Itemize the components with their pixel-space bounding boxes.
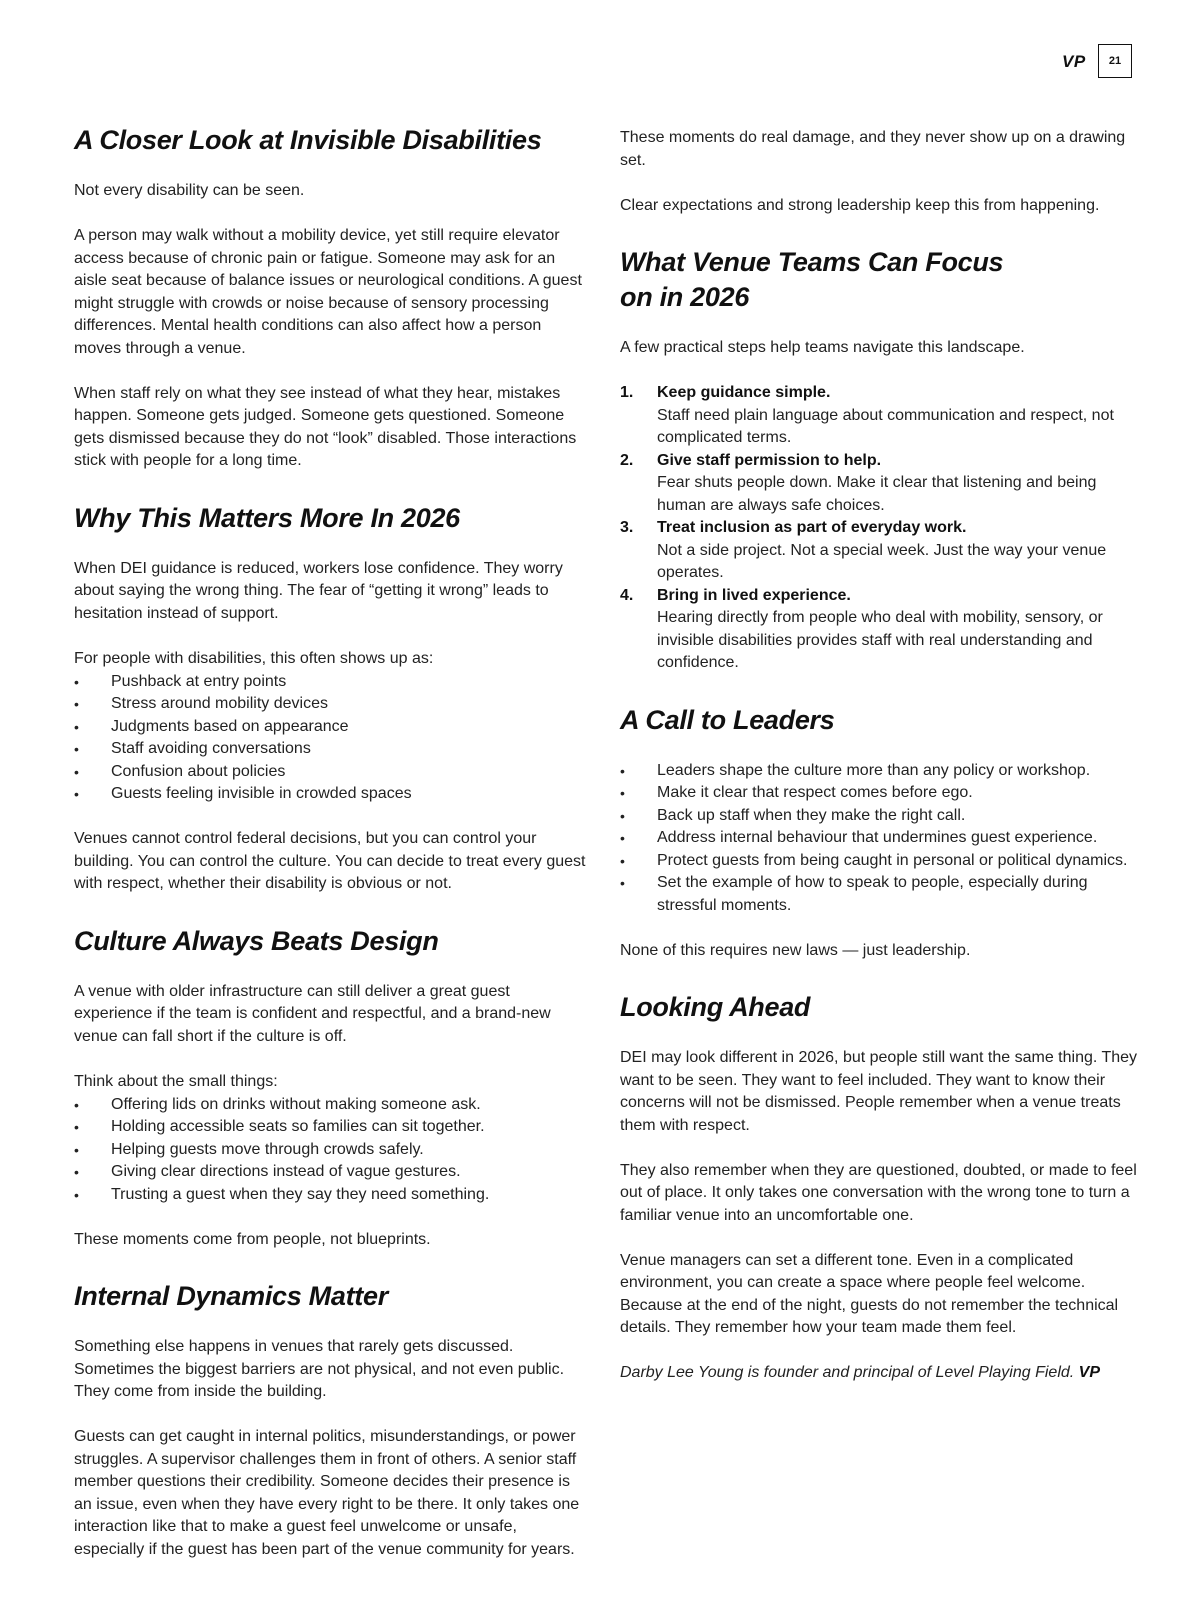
paragraph: When staff rely on what they see instead of what they hear, mistakes happen. Someone gets judged. Someone gets questioned. Someone gets dismissed because they do not “look” disabled. Those interactions stick with people for a long time. xyxy=(74,384,577,469)
paragraph: A person may walk without a mobility device, yet still require elevator access because of chronic pain or fatigue. Someone may ask for an aisle seat because of balance issues or neurological conditions. A guest might struggle with crowds or noise because of sensory processing differences. Mental health conditions can also affect how a person moves through a venue. xyxy=(74,227,582,357)
numbered-list xyxy=(620,382,1140,675)
list-item: • Back up staff when they make the right call. xyxy=(620,805,1140,828)
bullet-list xyxy=(74,1094,589,1207)
paragraph: A few practical steps help teams navigate this landscape. xyxy=(620,339,1025,356)
list-item: • Set the example of how to speak to people, especially during stressful moments. xyxy=(620,872,1140,917)
paragraph: When DEI guidance is reduced, workers lose confidence. They worry about saying the wrong thing. The fear of “getting it wrong” leads to hesitation instead of support. xyxy=(74,559,563,622)
list-item: • Stress around mobility devices xyxy=(74,693,589,716)
step-number: 3. xyxy=(620,519,634,536)
paragraph: DEI may look different in 2026, but people still want the same thing. They want to be seen. They want to feel included. They want to know their concerns will not be dismissed. People remember when a venue treats them with respect. xyxy=(620,1049,1138,1134)
list-item: • Guests feeling invisible in crowded spaces xyxy=(74,783,589,806)
bullet-list xyxy=(620,760,1140,918)
author-byline xyxy=(620,1362,1140,1385)
step-number: 1. xyxy=(620,384,634,401)
paragraph: These moments do real damage, and they never show up on a drawing set. xyxy=(620,129,1126,169)
step-number: 4. xyxy=(620,586,634,604)
paragraph: Not every disability can be seen. xyxy=(74,182,305,199)
list-item: • Giving clear directions instead of vague gestures. xyxy=(74,1161,589,1184)
step-title: Keep guidance simple. xyxy=(657,384,831,401)
list-item xyxy=(620,450,1140,518)
paragraph: Venue managers can set a different tone. Even in a complicated environment, you can create a space where people feel welcome. Because at the end of the night, guests do not remember the technical details. They remember how your team made them feel. xyxy=(620,1251,1119,1336)
page-number: 21 xyxy=(1098,44,1132,78)
paragraph: Something else happens in venues that rarely gets discussed. Sometimes the biggest barriers are not physical, and not even public. They come from inside the building. xyxy=(74,1338,565,1400)
paragraph: Venues cannot control federal decisions, but you can control your building. You can control the culture. You can decide to treat every guest with respect, whether their disability is obvious or not. xyxy=(74,830,586,892)
right-column xyxy=(620,127,1140,1407)
list-item: • Make it clear that respect comes before ego. xyxy=(620,782,1140,805)
paragraph: A venue with older infrastructure can still deliver a great guest experience if the team is confident and respectful, and a brand-new venue can fall short if the culture is off. xyxy=(74,982,551,1045)
paragraph: For people with disabilities, this often shows up as: xyxy=(74,649,434,667)
heading-call-to-leaders: A Call to Leaders xyxy=(620,704,835,735)
list-item: • Offering lids on drinks without making someone ask. xyxy=(74,1094,589,1117)
list-item: • Judgments based on appearance xyxy=(74,716,589,739)
heading-why-matters: Why This Matters More In 2026 xyxy=(74,502,460,533)
paragraph: Clear expectations and strong leadership keep this from happening. xyxy=(620,196,1100,214)
list-item: • Protect guests from being caught in personal or political dynamics. xyxy=(620,850,1140,873)
magazine-logo: VP xyxy=(1062,52,1086,71)
byline-text: Darby Lee Young is founder and principal of Level Playing Field. xyxy=(620,1364,1075,1381)
bullet-list xyxy=(74,671,589,806)
list-item: • Holding accessible seats so families can sit together. xyxy=(74,1116,589,1139)
heading-looking-ahead: Looking Ahead xyxy=(620,992,811,1022)
list-item: • Leaders shape the culture more than any policy or workshop. xyxy=(620,760,1140,783)
heading-internal-dynamics: Internal Dynamics Matter xyxy=(74,1281,388,1311)
paragraph: Think about the small things: xyxy=(74,1072,278,1090)
list-item: • Confusion about policies xyxy=(74,761,589,784)
paragraph: None of this requires new laws — just leadership. xyxy=(620,941,971,959)
list-item: • Pushback at entry points xyxy=(74,671,589,694)
step-text: Fear shuts people down. Make it clear that listening and being human are always safe choices. xyxy=(657,474,1097,514)
paragraph: They also remember when they are questioned, doubted, or made to feel out of place. It only takes one conversation with the wrong tone to turn a familiar venue into an uncomfortable one. xyxy=(620,1161,1137,1224)
step-title: Give staff permission to help. xyxy=(657,451,882,469)
list-item: • Helping guests move through crowds safely. xyxy=(74,1139,589,1162)
left-column xyxy=(74,127,589,1584)
step-text: Not a side project. Not a special week. Just the way your venue operates. xyxy=(657,541,1107,581)
list-item: • Trusting a guest when they say they need something. xyxy=(74,1184,589,1207)
heading-invisible-disabilities: A Closer Look at Invisible Disabilities xyxy=(74,125,542,155)
step-title: Treat inclusion as part of everyday work. xyxy=(657,519,967,536)
paragraph: Guests can get caught in internal politics, misunderstandings, or power struggles. A supervisor challenges them in front of others. A senior staff member questions their credibility. Someone decides their presence is an issue, even when they have every right to be there. It only takes one interaction like that to make a guest feel unwelcome or unsafe, especially if the guest has been part of the venue community for years. xyxy=(74,1428,580,1558)
list-item: • Address internal behaviour that undermines guest experience. xyxy=(620,827,1140,850)
list-item xyxy=(620,585,1140,675)
step-number: 2. xyxy=(620,451,634,469)
step-title: Bring in lived experience. xyxy=(657,586,851,604)
step-text: Staff need plain language about communication and respect, not complicated terms. xyxy=(657,406,1114,446)
list-item xyxy=(620,382,1140,450)
list-item xyxy=(620,517,1140,585)
list-item: • Staff avoiding conversations xyxy=(74,738,589,761)
heading-venue-teams-focus: What Venue Teams Can Focus on in 2026 xyxy=(620,247,1004,312)
end-mark-logo: VP xyxy=(1078,1364,1101,1381)
heading-culture-beats-design: Culture Always Beats Design xyxy=(74,925,439,956)
step-text: Hearing directly from people who deal with mobility, sensory, or invisible disabilities provides staff with real understanding and confidence. xyxy=(657,609,1103,671)
paragraph: These moments come from people, not blueprints. xyxy=(74,1230,431,1248)
